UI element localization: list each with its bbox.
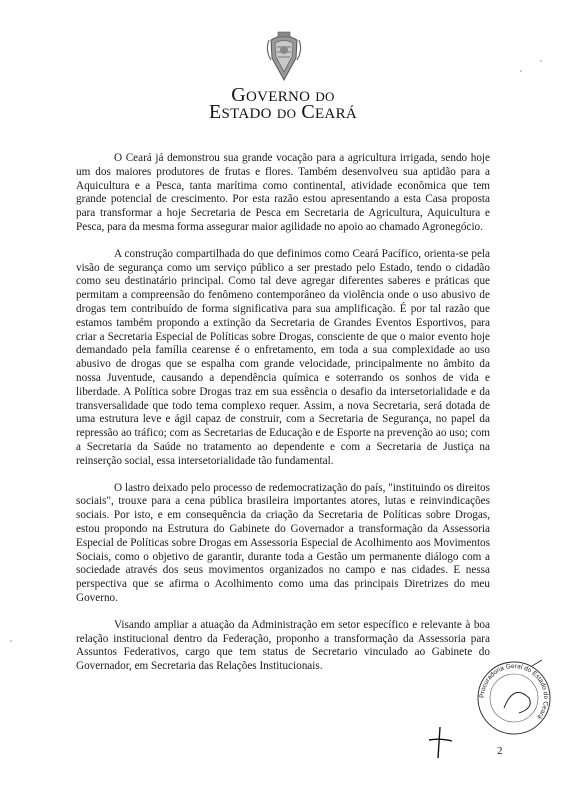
- letter-body: [76, 152, 490, 687]
- stamp-text: Procuradoria Geral do Estado do Ceará: [478, 662, 550, 721]
- letterhead-estado: ESTADO DO CEARÁ: [208, 101, 358, 123]
- letterhead-governo: GOVERNO DO: [231, 84, 335, 106]
- paragraph-institutional-relations: Visando ampliar a atuação da Administração em setor específico e relevante à boa relação institucional dentro da Federação, proponho a transformação da Assessoria para Assuntos Federativos, cargo que tem status de Secretario vinculado ao Gabinete do Governador, em Secretaria das Relações Institucionais.: [76, 618, 490, 673]
- handwritten-initial: [425, 725, 455, 760]
- coat-of-arms-icon: [263, 30, 305, 82]
- paragraph-social-movements: O lastro deixado pelo processo de redemocratização do país, "instituindo os direitos sociais", trouxe para a cena pública brasileira importantes atores, lutas e reinvindicações sociais. Por isto, e em consequência da criação da Secretaria de Políticas sobre Drogas, estou propondo na Estrutura do Gabinete do Governador a transformação da Assessoria Especial de Políticas sobre Drogas em Assessoria Especial de Acolhimento aos Movimentos Sociais, como o objetivo de garantir, durante toda a Gestão um permanente diálogo com a sociedade através dos seus movimentos organizados no campo e nas cidades. E nessa perspectiva que se afirma o Acolhimento como uma das principais Diretrizes do meu Governo.: [76, 481, 490, 604]
- paragraph-agriculture: O Ceará já demonstrou sua grande vocação para a agricultura irrigada, sendo hoje um dos maiores produtores de frutas e flores. Também desenvolveu sua aptidão para a Aquicultura e a Pesca, tanta marítima como continental, atividade econômica que tem grande potencial de crescimento. Por esta razão estou apresentando a esta Casa proposta para transformar a hoje Secretaria de Pesca em Secretaria de Agricultura, Aquicultura e Pesca, para da mesma forma assegurar maior agilidade no apoio ao chamado Agronegócio.: [76, 152, 490, 233]
- page-number: 2: [497, 745, 503, 757]
- paragraph-drugs-policy: A construção compartilhada do que definimos como Ceará Pacífico, orienta-se pela visão de segurança como um serviço público a ser prestado pelo Estado, tendo o cidadão como seu destinatário principal. Como tal deve agregar diferentes saberes e práticas que permitam a compreensão do fenômeno contemporâneo da violência onde o uso abusivo de drogas tem contribuído de forma significativa para sua amplificação. É por tal razão que estamos também propondo a extinção da Secretaria de Grandes Eventos Esportivos, para criar a Secretaria Especial de Políticas sobre Drogas, consciente de que o maior evento hoje demandado pela família cearense é o enfretamento, em toda a sua complexidade ao uso abusivo de drogas que se espalha com grande velocidade, principalmente no âmbito da nossa Juventude, causando a dependência química e soterrando os sonhos de vida e liberdade. A Política sobre Drogas traz em sua essência o desafio da intersetorialidade e da transversalidade que todo tema complexo requer. Assim, a nova Secretaria, será dotada de uma estrutura leve e ágil capaz de construir, com a Secretaria de Segurança, no papel da repressão ao tráfico; com as Secretarias de Educação e de Esporte na prevenção ao uso; com a Secretaria da Saúde no tratamento ao dependente e com a Secretaria de Justiça na reinserção social, essa intersetorialidade tão fundamental.: [76, 247, 490, 467]
- letterhead-line-2: [0, 101, 566, 124]
- protocol-stamp: [474, 658, 554, 738]
